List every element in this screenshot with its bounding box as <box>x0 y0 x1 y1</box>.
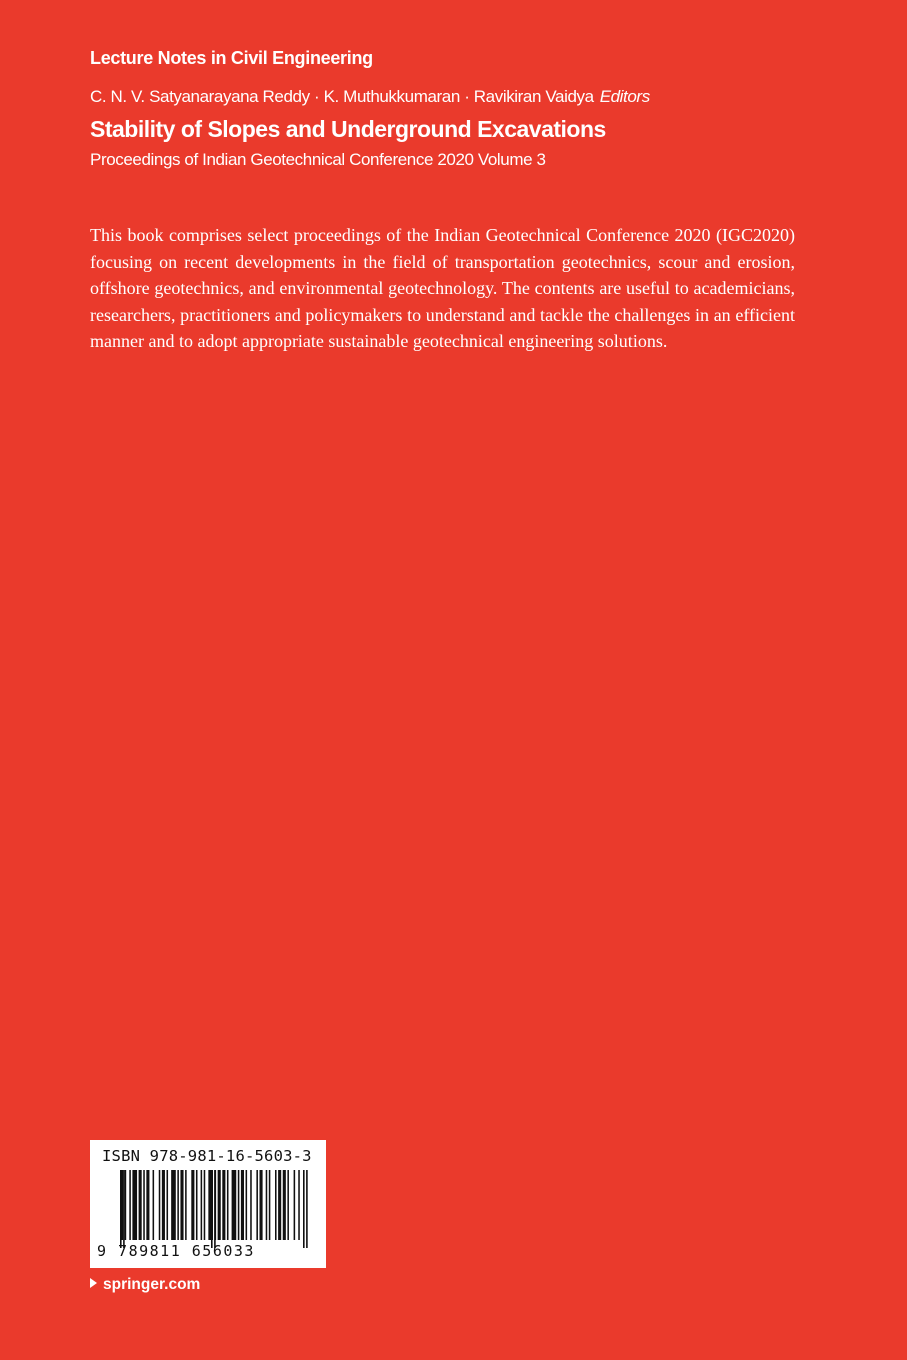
barcode-bar <box>232 1170 237 1240</box>
barcode-bar <box>196 1170 198 1240</box>
barcode-bar <box>162 1170 165 1240</box>
barcode-bar <box>241 1170 244 1240</box>
barcode-bar <box>275 1170 277 1240</box>
barcode-bar <box>143 1170 145 1240</box>
barcode-bar <box>129 1170 131 1240</box>
barcode-bar <box>260 1170 263 1240</box>
barcode-bar <box>171 1170 176 1240</box>
barcode-bar <box>201 1170 203 1240</box>
publisher-link[interactable] <box>90 1276 200 1294</box>
barcode-bar <box>227 1170 229 1240</box>
barcode-bar <box>256 1170 258 1240</box>
editor-names: C. N. V. Satyanarayana Reddy · K. Muthukkumaran · Ravikiran Vaidya <box>90 87 594 106</box>
book-subtitle: Proceedings of Indian Geotechnical Conference 2020 Volume 3 <box>90 150 546 169</box>
barcode-bar <box>146 1170 149 1240</box>
barcode-bar <box>278 1170 281 1240</box>
barcode-bar <box>269 1170 271 1240</box>
editors-role: Editors <box>599 87 650 106</box>
editors-line <box>90 87 650 107</box>
book-title: Stability of Slopes and Underground Excavations <box>90 116 606 142</box>
barcode-bar <box>177 1170 179 1240</box>
barcode-bar <box>159 1170 161 1240</box>
barcode-bar <box>125 1170 127 1240</box>
series-name: Lecture Notes in Civil Engineering <box>90 48 373 68</box>
barcode-guard-bar <box>303 1170 305 1248</box>
barcode-bar <box>132 1170 137 1240</box>
barcode-bar <box>218 1170 221 1240</box>
barcode-bar <box>204 1170 206 1240</box>
barcode-bar <box>180 1170 183 1240</box>
barcode-bar <box>287 1170 289 1240</box>
barcode-bar <box>266 1170 268 1240</box>
book-description: This book comprises select proceedings of the Indian Geotechnical Conference 2020 (IGC2020) focusing on recent developments in the field of transportation geotechnics, scour and erosion, offshore geotechnics, and environmental geotechnology. The contents are useful to academicians, researchers, practitioners and policymakers to understand and tackle the challenges in an efficient manner and to adopt appropriate sustainable geotechnical engineering solutions. <box>90 225 795 352</box>
isbn-barcode-block <box>90 1140 326 1268</box>
barcode-guard-bar <box>120 1170 122 1248</box>
barcode-guard-bar <box>123 1170 125 1248</box>
barcode-bar <box>294 1170 296 1240</box>
publisher-url: springer.com <box>103 1276 201 1293</box>
barcode-guard-bar <box>214 1170 216 1248</box>
arrow-right-icon <box>90 1278 97 1288</box>
barcode-bar <box>246 1170 248 1240</box>
barcode-bar <box>185 1170 187 1240</box>
isbn-label: ISBN 978-981-16-5603-3 <box>102 1147 312 1165</box>
barcode-digits: 9 789811 656033 <box>97 1242 255 1260</box>
barcode-bar <box>250 1170 252 1240</box>
barcode-bar <box>153 1170 155 1240</box>
barcode-guard-bar <box>306 1170 308 1248</box>
barcode-bar <box>238 1170 240 1240</box>
barcode-bar <box>222 1170 225 1240</box>
barcode-bar <box>139 1170 142 1240</box>
barcode-bar <box>298 1170 300 1240</box>
barcode-guard-bar <box>211 1170 213 1248</box>
barcode-bar <box>191 1170 194 1240</box>
barcode-bar <box>167 1170 169 1240</box>
barcode-bar <box>283 1170 286 1240</box>
